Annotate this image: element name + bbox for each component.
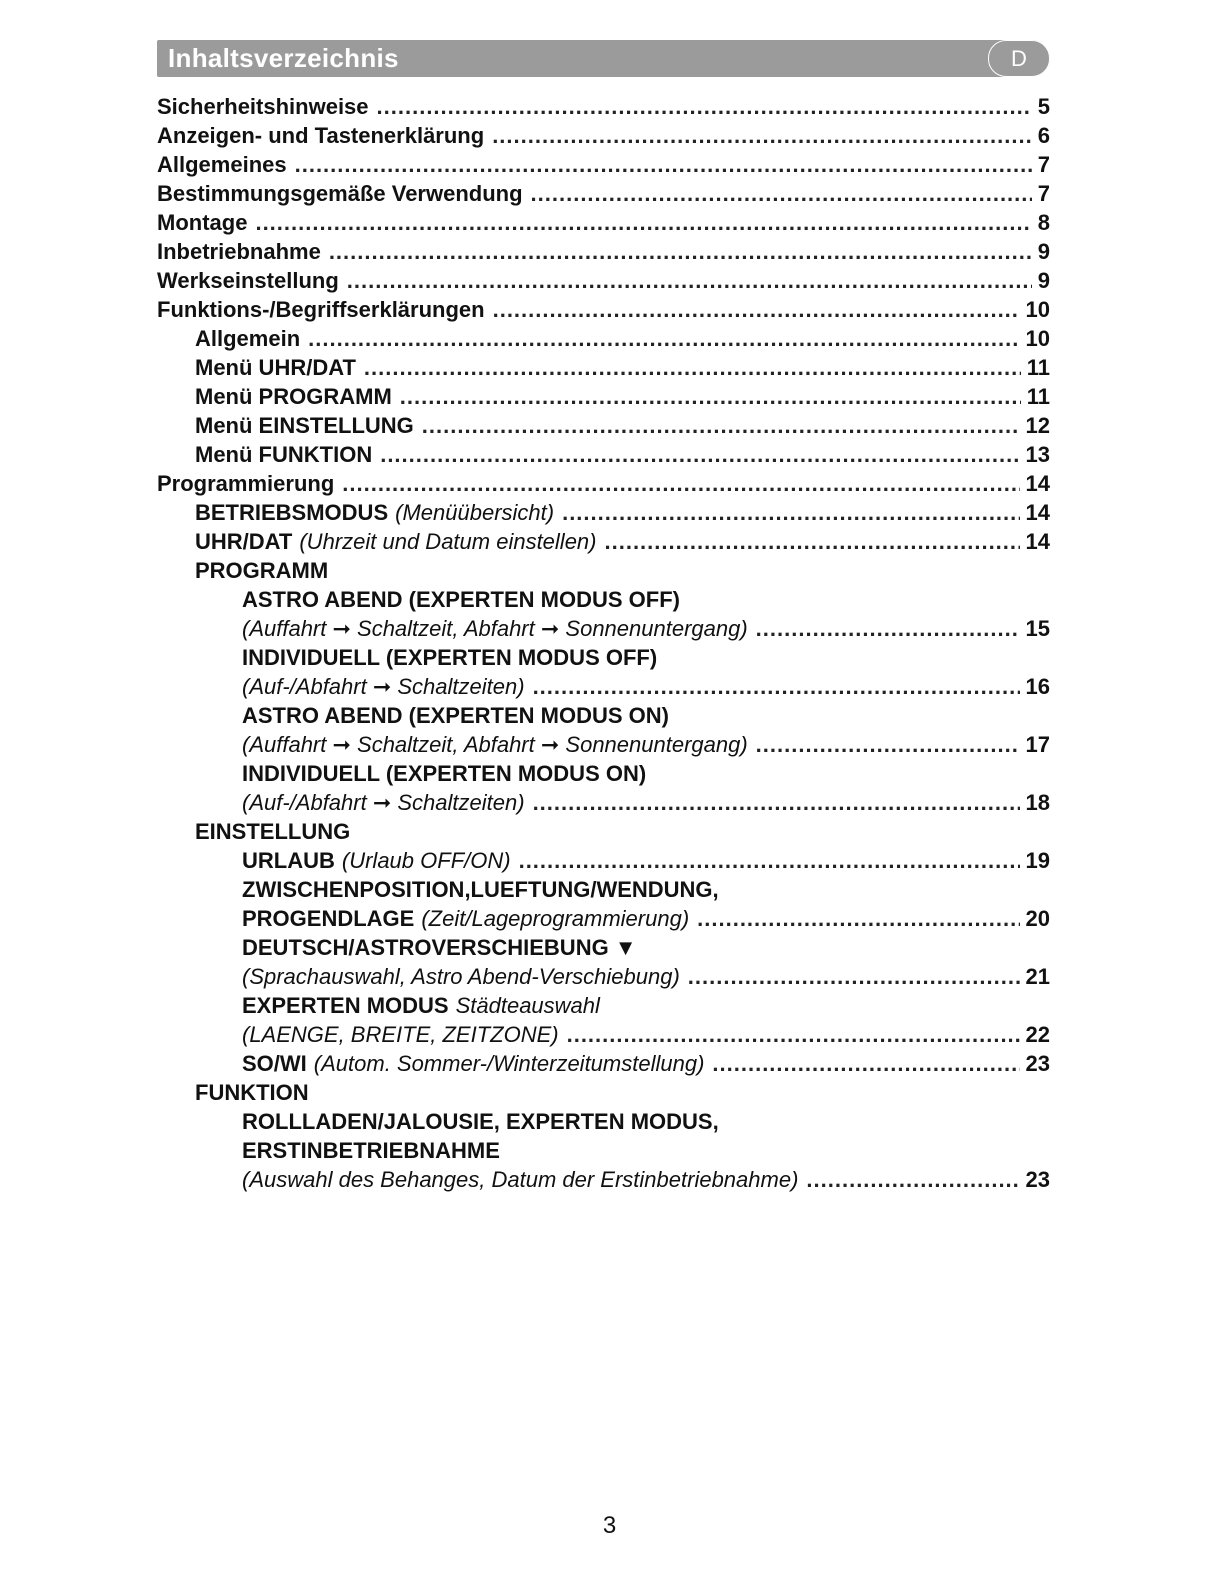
toc-page-number: 7 xyxy=(1037,181,1050,206)
toc-entry xyxy=(0,382,1219,411)
toc-entry xyxy=(0,353,1219,382)
toc-entry xyxy=(0,121,1219,150)
toc-entry xyxy=(0,1136,1219,1165)
toc-entry xyxy=(0,962,1219,991)
toc-page-number: 7 xyxy=(1037,152,1050,177)
toc-page-number: 17 xyxy=(1025,732,1050,757)
dot-leader xyxy=(519,846,1020,875)
toc-entry-title: ZWISCHENPOSITION,LUEFTUNG/WENDUNG, xyxy=(242,877,719,902)
toc-entry-subtitle: Städteauswahl xyxy=(455,993,600,1018)
toc-entry-title: Funktions-/Begriffserklärungen xyxy=(157,297,485,322)
toc-entry xyxy=(0,92,1219,121)
toc-page-number: 15 xyxy=(1025,616,1050,641)
toc-page-number: 14 xyxy=(1025,471,1050,496)
toc-entry xyxy=(0,875,1219,904)
toc-entry xyxy=(0,585,1219,614)
toc-entry xyxy=(0,1020,1219,1049)
dot-leader xyxy=(422,411,1020,440)
toc-entry-title: Menü UHR/DAT xyxy=(195,355,356,380)
toc-entry-subtitle: (Urlaub OFF/ON) xyxy=(341,848,511,873)
toc-page-number: 10 xyxy=(1025,297,1050,322)
toc-entry-title: EXPERTEN MODUS xyxy=(242,993,449,1018)
toc-entry xyxy=(0,730,1219,759)
dot-leader xyxy=(562,498,1019,527)
toc-entry xyxy=(0,324,1219,353)
toc-entry-title: INDIVIDUELL (EXPERTEN MODUS ON) xyxy=(242,761,647,786)
dot-leader xyxy=(493,295,1020,324)
toc-entry-subtitle: (Sprachauswahl, Astro Abend-Verschiebung) xyxy=(242,964,680,989)
dot-leader xyxy=(605,527,1020,556)
toc-page-number: 11 xyxy=(1026,384,1050,409)
toc-entry xyxy=(0,498,1219,527)
dot-leader xyxy=(295,150,1032,179)
dot-leader xyxy=(567,1020,1020,1049)
dot-leader xyxy=(492,121,1032,150)
toc-entry-subtitle: (Auffahrt ➞ Schaltzeit, Abfahrt ➞ Sonnenuntergang) xyxy=(242,616,748,641)
toc-entry-subtitle: (Uhrzeit und Datum einstellen) xyxy=(299,529,597,554)
toc-entry xyxy=(0,527,1219,556)
toc-entry-title: Inbetriebnahme xyxy=(157,239,321,264)
toc-page-number: 10 xyxy=(1025,326,1050,351)
toc-page-number: 21 xyxy=(1025,964,1050,989)
toc-entry xyxy=(0,614,1219,643)
toc-entry xyxy=(0,1165,1219,1194)
toc-entry-title: Allgemeines xyxy=(157,152,287,177)
toc-entry xyxy=(0,846,1219,875)
toc-page-number: 20 xyxy=(1025,906,1050,931)
dot-leader xyxy=(756,614,1020,643)
toc-entry-title: Allgemein xyxy=(195,326,301,351)
toc-entry-title: Programmierung xyxy=(157,471,335,496)
toc-entry xyxy=(0,237,1219,266)
toc-entry-subtitle: (Zeit/Lageprogrammierung) xyxy=(421,906,690,931)
toc-entry-title: FUNKTION xyxy=(195,1080,309,1105)
toc-page-number: 9 xyxy=(1037,239,1050,264)
dot-leader xyxy=(533,788,1020,817)
toc-entry xyxy=(0,1107,1219,1136)
toc-page-number: 14 xyxy=(1025,500,1050,525)
toc-entry xyxy=(0,643,1219,672)
section-header-bar xyxy=(157,40,1050,77)
toc-entry-title: Menü FUNKTION xyxy=(195,442,373,467)
toc-entry xyxy=(0,469,1219,498)
toc-page-number: 22 xyxy=(1025,1022,1050,1047)
dot-leader xyxy=(255,208,1031,237)
toc-entry xyxy=(0,411,1219,440)
toc-entry xyxy=(0,991,1219,1020)
dot-leader xyxy=(329,237,1032,266)
toc-entry xyxy=(0,788,1219,817)
dot-leader xyxy=(347,266,1032,295)
toc-page-number: 13 xyxy=(1025,442,1050,467)
toc-entry xyxy=(0,266,1219,295)
toc-entry xyxy=(0,295,1219,324)
page-number: 3 xyxy=(602,1512,617,1539)
toc-page-number: 14 xyxy=(1025,529,1050,554)
dot-leader xyxy=(342,469,1019,498)
toc-entry-title: SO/WI xyxy=(242,1051,307,1076)
dot-leader xyxy=(308,324,1019,353)
toc-page-number: 23 xyxy=(1025,1051,1050,1076)
toc-entry-title: Bestimmungsgemäße Verwendung xyxy=(157,181,523,206)
dot-leader xyxy=(377,92,1032,121)
toc-entry-title: ASTRO ABEND (EXPERTEN MODUS OFF) xyxy=(242,587,680,612)
toc-entry-subtitle: (Auffahrt ➞ Schaltzeit, Abfahrt ➞ Sonnenuntergang) xyxy=(242,732,748,757)
toc-entry xyxy=(0,701,1219,730)
toc-entry-title: ASTRO ABEND (EXPERTEN MODUS ON) xyxy=(242,703,669,728)
dot-leader xyxy=(756,730,1020,759)
toc-entry xyxy=(0,672,1219,701)
toc-page-number: 23 xyxy=(1025,1167,1050,1192)
toc-page-number: 16 xyxy=(1025,674,1050,699)
table-of-contents xyxy=(0,92,1219,1194)
toc-page-number: 9 xyxy=(1037,268,1050,293)
toc-page-number: 12 xyxy=(1025,413,1050,438)
dot-leader xyxy=(380,440,1019,469)
toc-entry xyxy=(0,1049,1219,1078)
toc-entry-title: Menü PROGRAMM xyxy=(195,384,392,409)
toc-entry-title: ROLLLADEN/JALOUSIE, EXPERTEN MODUS, xyxy=(242,1109,719,1134)
toc-entry xyxy=(0,817,1219,846)
dot-leader xyxy=(533,672,1020,701)
toc-entry xyxy=(0,150,1219,179)
toc-entry-title: Anzeigen- und Tastenerklärung xyxy=(157,123,485,148)
toc-entry-title: DEUTSCH/ASTROVERSCHIEBUNG ▼ xyxy=(242,935,637,960)
toc-entry-title: UHR/DAT xyxy=(195,529,293,554)
toc-entry-title: Menü EINSTELLUNG xyxy=(195,413,414,438)
toc-page-number: 5 xyxy=(1037,94,1050,119)
toc-entry-title: Sicherheitshinweise xyxy=(157,94,369,119)
dot-leader xyxy=(806,1165,1019,1194)
toc-page-number: 11 xyxy=(1026,355,1050,380)
toc-entry xyxy=(0,933,1219,962)
dot-leader xyxy=(712,1049,1019,1078)
toc-entry xyxy=(0,440,1219,469)
toc-entry-title: EINSTELLUNG xyxy=(195,819,351,844)
toc-entry-title: ERSTINBETRIEBNAHME xyxy=(242,1138,500,1163)
toc-entry xyxy=(0,556,1219,585)
toc-entry-subtitle: (Auswahl des Behanges, Datum der Erstinbetriebnahme) xyxy=(242,1167,799,1192)
toc-entry-title: Werkseinstellung xyxy=(157,268,339,293)
toc-entry-subtitle: (LAENGE, BREITE, ZEITZONE) xyxy=(242,1022,559,1047)
toc-entry xyxy=(0,179,1219,208)
toc-page-number: 6 xyxy=(1037,123,1050,148)
toc-page-number: 18 xyxy=(1025,790,1050,815)
toc-entry xyxy=(0,208,1219,237)
toc-entry-title: INDIVIDUELL (EXPERTEN MODUS OFF) xyxy=(242,645,658,670)
toc-entry-title: Montage xyxy=(157,210,248,235)
dot-leader xyxy=(364,353,1021,382)
toc-entry-subtitle: (Autom. Sommer-/Winterzeitumstellung) xyxy=(313,1051,705,1076)
toc-entry-title: PROGENDLAGE xyxy=(242,906,415,931)
toc-entry-subtitle: (Auf-/Abfahrt ➞ Schaltzeiten) xyxy=(242,674,525,699)
language-badge: D xyxy=(988,40,1050,77)
toc-entry xyxy=(0,904,1219,933)
toc-entry-title: PROGRAMM xyxy=(195,558,329,583)
toc-entry-title: BETRIEBSMODUS xyxy=(195,500,389,525)
toc-entry-title: URLAUB xyxy=(242,848,335,873)
dot-leader xyxy=(400,382,1021,411)
dot-leader xyxy=(688,962,1020,991)
toc-entry-subtitle: (Menüübersicht) xyxy=(395,500,555,525)
toc-page-number: 8 xyxy=(1037,210,1050,235)
toc-entry-subtitle: (Auf-/Abfahrt ➞ Schaltzeiten) xyxy=(242,790,525,815)
toc-entry xyxy=(0,1078,1219,1107)
section-title: Inhaltsverzeichnis xyxy=(168,43,399,73)
toc-entry xyxy=(0,759,1219,788)
toc-page-number: 19 xyxy=(1025,848,1050,873)
dot-leader xyxy=(697,904,1019,933)
dot-leader xyxy=(531,179,1032,208)
